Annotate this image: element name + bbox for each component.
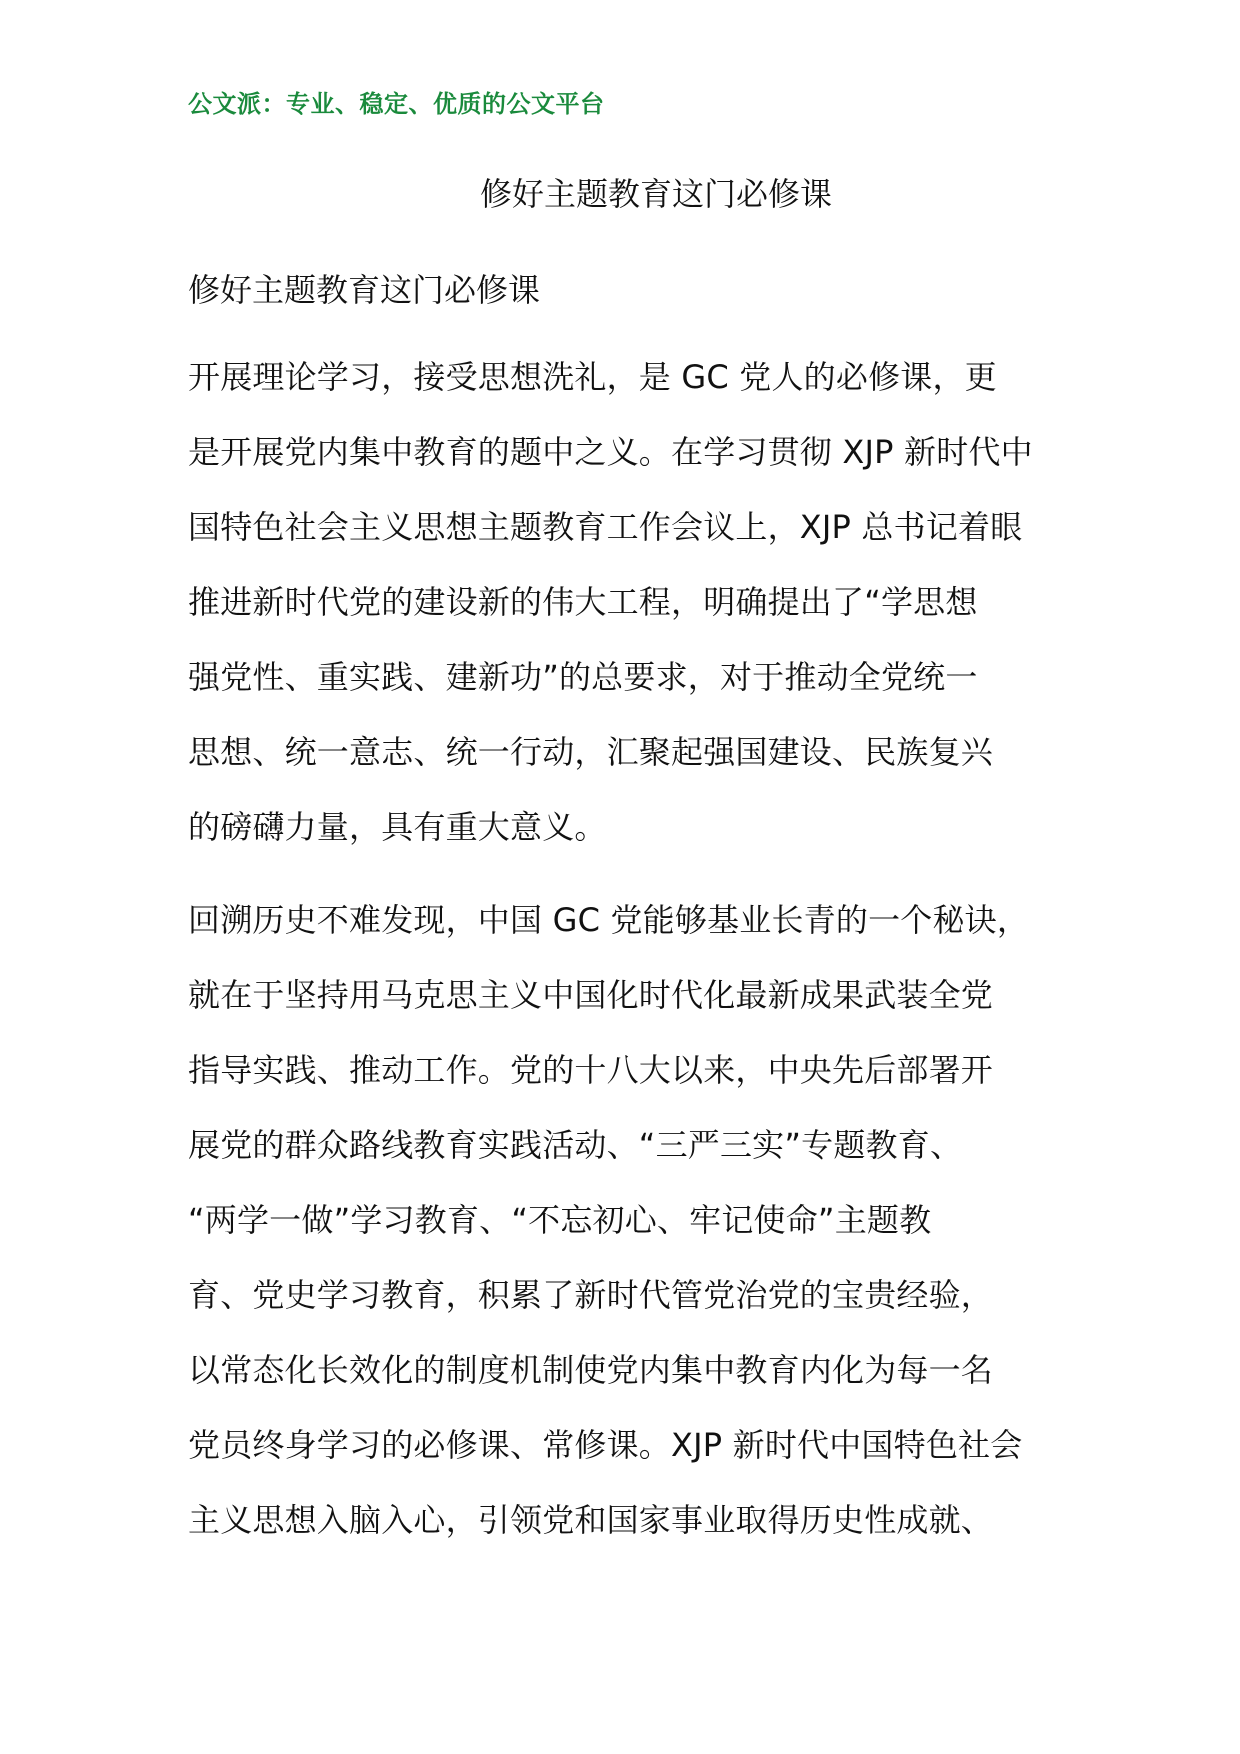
header-banner: 公文派：专业、稳定、优质的公文平台 bbox=[188, 89, 605, 118]
paragraph-line: 就在于坚持用马克思主义中国化时代化最新成果武装全党 bbox=[188, 976, 994, 1014]
paragraph-line: “两学一做”学习教育、“不忘初心、牢记使命”主题教 bbox=[188, 1201, 932, 1239]
document-title: 修好主题教育这门必修课 bbox=[479, 175, 832, 213]
paragraph-line: 国特色社会主义思想主题教育工作会议上，XJP 总书记着眼 bbox=[188, 508, 1023, 546]
paragraph-line: 开展理论学习，接受思想洗礼，是 GC 党人的必修课，更 bbox=[188, 358, 997, 396]
paragraph-line: 是开展党内集中教育的题中之义。在学习贯彻 XJP 新时代中 bbox=[188, 433, 1033, 471]
paragraph-line: 推进新时代党的建设新的伟大工程，明确提出了“学思想 bbox=[188, 583, 978, 621]
paragraph-line: 展党的群众路线教育实践活动、“三严三实”专题教育、 bbox=[188, 1126, 963, 1164]
document-subtitle: 修好主题教育这门必修课 bbox=[188, 271, 541, 309]
paragraph-line: 党员终身学习的必修课、常修课。XJP 新时代中国特色社会 bbox=[188, 1426, 1023, 1464]
paragraph-line: 思想、统一意志、统一行动，汇聚起强国建设、民族复兴 bbox=[188, 733, 994, 771]
document-body bbox=[188, 340, 1100, 1576]
paragraph-line: 的磅礴力量，具有重大意义。 bbox=[188, 808, 607, 846]
paragraph-line: 育、党史学习教育，积累了新时代管党治党的宝贵经验， bbox=[188, 1276, 994, 1314]
paragraph-2 bbox=[188, 883, 1100, 1558]
paragraph-line: 回溯历史不难发现，中国 GC 党能够基业长青的一个秘诀， bbox=[188, 901, 1030, 939]
paragraph-line: 强党性、重实践、建新功”的总要求，对于推动全党统一 bbox=[188, 658, 978, 696]
paragraph-1 bbox=[188, 340, 1100, 865]
paragraph-line: 主义思想入脑入心，引领党和国家事业取得历史性成就、 bbox=[188, 1501, 994, 1539]
paragraph-line: 以常态化长效化的制度机制使党内集中教育内化为每一名 bbox=[188, 1351, 994, 1389]
paragraph-line: 指导实践、推动工作。党的十八大以来，中央先后部署开 bbox=[188, 1051, 994, 1089]
